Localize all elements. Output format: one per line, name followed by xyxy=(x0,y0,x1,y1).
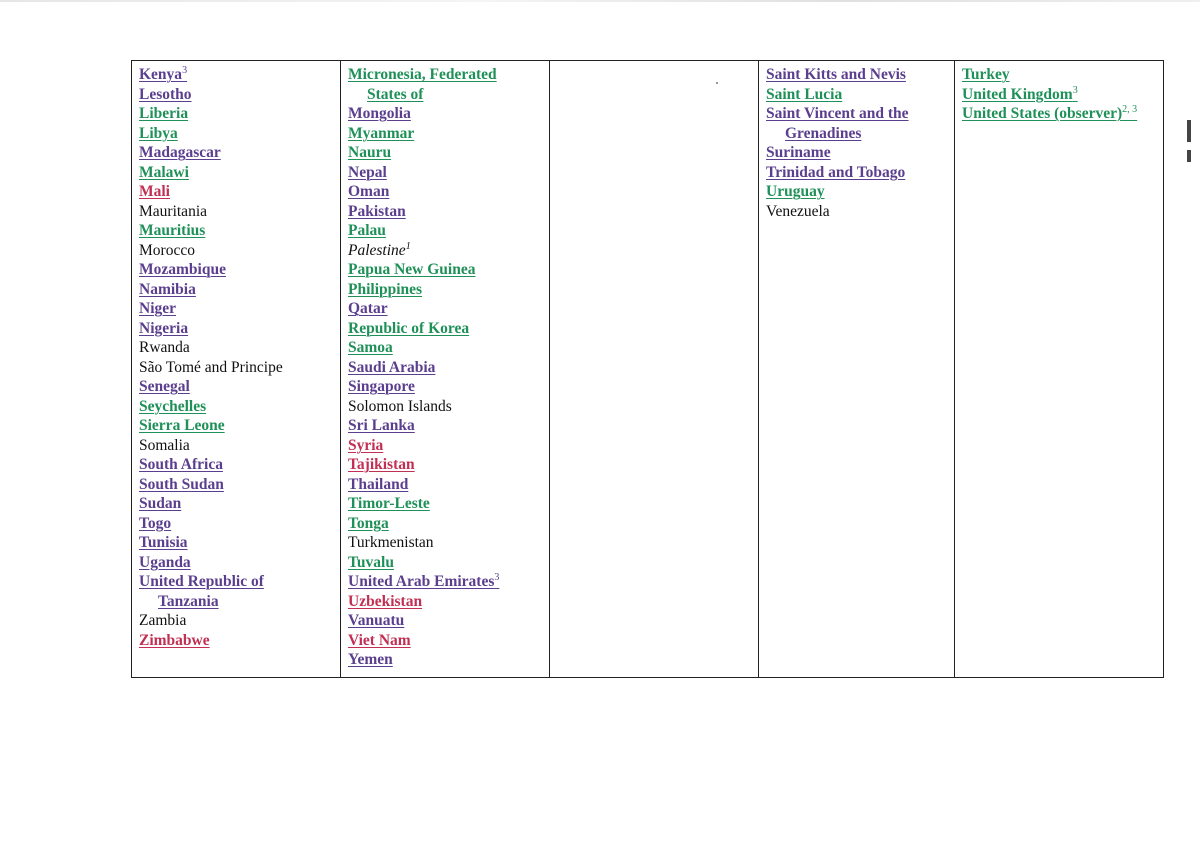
country-entry xyxy=(348,221,549,241)
country-name: Saint Kitts and Nevis xyxy=(766,66,906,83)
country-name: Viet Nam xyxy=(348,631,411,649)
country-name: Mauritania xyxy=(139,202,208,220)
table-column-2 xyxy=(341,61,550,677)
country-name: Tajikistan xyxy=(348,456,415,473)
country-name: Nepal xyxy=(348,163,387,181)
country-name: United Republic of xyxy=(139,573,264,590)
country-entry xyxy=(348,280,549,300)
country-name: Niger xyxy=(139,300,177,317)
footnote-marker: 2, 3 xyxy=(1122,104,1138,115)
country-entry xyxy=(348,416,549,436)
country-name: Vanuatu xyxy=(348,612,405,629)
country-name: Uzbekistan xyxy=(348,592,423,610)
country-name: Uganda xyxy=(139,553,191,571)
country-entry xyxy=(766,124,954,144)
country-entry xyxy=(348,377,549,397)
country-name: Venezuela xyxy=(766,202,830,220)
country-entry xyxy=(348,260,549,280)
footnote-marker: 1 xyxy=(405,240,411,252)
country-name: Mali xyxy=(139,183,170,200)
country-entry xyxy=(139,85,340,105)
country-name: Sierra Leone xyxy=(139,417,225,434)
country-name: Palestine xyxy=(348,241,406,259)
country-name: States of xyxy=(367,85,424,103)
country-entry xyxy=(139,104,340,124)
country-name: Libya xyxy=(139,124,178,142)
table-column-5 xyxy=(955,61,1163,677)
country-entry xyxy=(139,163,340,183)
country-entry xyxy=(139,143,340,163)
footnote-marker: 3 xyxy=(494,572,500,583)
country-name: Saint Vincent and the xyxy=(766,105,909,122)
country-name: Micronesia, Federated xyxy=(348,66,497,83)
country-name: Togo xyxy=(139,514,172,532)
country-entry xyxy=(766,163,954,183)
country-entry xyxy=(139,572,340,592)
country-entry xyxy=(766,182,954,202)
country-table xyxy=(131,60,1164,678)
country-name: Palau xyxy=(348,222,386,239)
country-entry xyxy=(139,280,340,300)
country-name: Rwanda xyxy=(139,339,190,356)
country-entry xyxy=(766,143,954,163)
country-entry xyxy=(348,494,549,514)
country-entry xyxy=(139,455,340,475)
country-entry xyxy=(348,65,549,85)
scan-edge-mark xyxy=(1187,120,1191,142)
country-entry xyxy=(348,241,549,261)
country-entry xyxy=(348,650,549,670)
country-entry xyxy=(766,65,954,85)
country-name: Sudan xyxy=(139,495,182,512)
country-name: Malawi xyxy=(139,163,189,181)
country-entry xyxy=(139,377,340,397)
country-entry xyxy=(348,397,549,417)
country-entry xyxy=(139,416,340,436)
country-entry xyxy=(348,436,549,456)
country-name: Lesotho xyxy=(139,85,192,103)
country-name: Morocco xyxy=(139,241,195,259)
country-name: Turkmenistan xyxy=(348,534,434,551)
country-entry xyxy=(348,572,549,592)
country-entry xyxy=(348,202,549,222)
country-entry xyxy=(139,299,340,319)
country-entry xyxy=(139,533,340,553)
table-column-4 xyxy=(759,61,955,677)
country-entry xyxy=(348,358,549,378)
country-entry xyxy=(766,202,954,222)
country-entry xyxy=(348,611,549,631)
country-name: Papua New Guinea xyxy=(348,261,476,278)
country-entry xyxy=(348,299,549,319)
country-entry xyxy=(139,436,340,456)
country-name: South Africa xyxy=(139,456,223,473)
country-entry xyxy=(139,475,340,495)
country-name: Namibia xyxy=(139,280,196,298)
country-entry xyxy=(139,221,340,241)
country-entry xyxy=(348,533,549,553)
country-entry xyxy=(139,358,340,378)
country-entry xyxy=(962,65,1163,85)
table-column-1 xyxy=(132,61,341,677)
country-entry xyxy=(139,631,340,651)
country-name: Tanzania xyxy=(158,592,219,610)
country-name: Mauritius xyxy=(139,222,206,239)
country-name: Myanmar xyxy=(348,124,415,142)
country-name: Mozambique xyxy=(139,261,226,278)
country-entry xyxy=(139,592,340,612)
country-entry xyxy=(348,163,549,183)
country-name: Oman xyxy=(348,183,390,200)
country-entry xyxy=(348,85,549,105)
country-name: United Kingdom xyxy=(962,85,1073,103)
country-entry xyxy=(348,553,549,573)
country-name: Grenadines xyxy=(785,124,862,142)
country-entry xyxy=(139,241,340,261)
table-column-3 xyxy=(550,61,759,677)
country-entry xyxy=(348,514,549,534)
country-entry xyxy=(348,124,549,144)
country-name: Solomon Islands xyxy=(348,397,452,415)
country-entry xyxy=(348,338,549,358)
country-entry xyxy=(348,104,549,124)
country-entry xyxy=(139,65,340,85)
country-entry xyxy=(348,455,549,475)
country-name: Kenya xyxy=(139,66,183,83)
country-name: Nauru xyxy=(348,144,392,161)
country-entry xyxy=(139,494,340,514)
country-name: Syria xyxy=(348,436,384,454)
country-name: Uruguay xyxy=(766,183,825,200)
footnote-marker: 3 xyxy=(182,65,188,76)
country-entry xyxy=(139,514,340,534)
country-name: Philippines xyxy=(348,280,423,298)
country-entry xyxy=(139,182,340,202)
footnote-marker: 3 xyxy=(1072,84,1078,96)
page-top-edge xyxy=(0,0,1200,2)
country-name: Sri Lanka xyxy=(348,417,415,434)
country-entry xyxy=(139,260,340,280)
country-entry xyxy=(348,475,549,495)
country-name: Madagascar xyxy=(139,144,221,161)
country-name: Saint Lucia xyxy=(766,85,843,103)
country-entry xyxy=(348,319,549,339)
country-entry xyxy=(139,338,340,358)
country-name: Seychelles xyxy=(139,397,207,415)
country-entry xyxy=(139,553,340,573)
country-name: United States (observer) xyxy=(962,105,1123,122)
country-name: Nigeria xyxy=(139,319,189,337)
country-name: Yemen xyxy=(348,651,393,668)
country-entry xyxy=(139,611,340,631)
country-name: Saudi Arabia xyxy=(348,358,436,376)
country-name: Timor-Leste xyxy=(348,495,430,512)
country-name: Zambia xyxy=(139,612,187,629)
country-name: Thailand xyxy=(348,475,409,493)
country-name: United Arab Emirates xyxy=(348,573,495,590)
country-entry xyxy=(348,182,549,202)
country-entry xyxy=(766,85,954,105)
country-name: Tuvalu xyxy=(348,553,394,571)
country-entry xyxy=(348,631,549,651)
country-name: Samoa xyxy=(348,339,393,356)
country-entry xyxy=(962,85,1163,105)
country-entry xyxy=(348,143,549,163)
country-name: Turkey xyxy=(962,66,1010,83)
country-name: South Sudan xyxy=(139,475,224,493)
scan-edge-mark xyxy=(1187,150,1191,162)
country-name: Republic of Korea xyxy=(348,319,470,337)
country-name: Trinidad and Tobago xyxy=(766,163,906,181)
country-name: Singapore xyxy=(348,378,415,395)
country-name: Tonga xyxy=(348,514,389,532)
country-name: Qatar xyxy=(348,300,388,317)
country-entry xyxy=(766,104,954,124)
country-name: Zimbabwe xyxy=(139,631,210,649)
country-name: Pakistan xyxy=(348,202,406,220)
country-entry xyxy=(962,104,1163,124)
country-name: Senegal xyxy=(139,378,190,395)
country-name: Suriname xyxy=(766,144,831,161)
country-entry xyxy=(139,319,340,339)
country-name: Liberia xyxy=(139,105,189,122)
country-name: Somalia xyxy=(139,436,190,454)
country-entry xyxy=(139,397,340,417)
country-entry xyxy=(139,202,340,222)
country-entry xyxy=(348,592,549,612)
country-name: Tunisia xyxy=(139,534,188,551)
country-name: Mongolia xyxy=(348,105,411,122)
country-name: São Tomé and Principe xyxy=(139,358,283,376)
country-entry xyxy=(139,124,340,144)
